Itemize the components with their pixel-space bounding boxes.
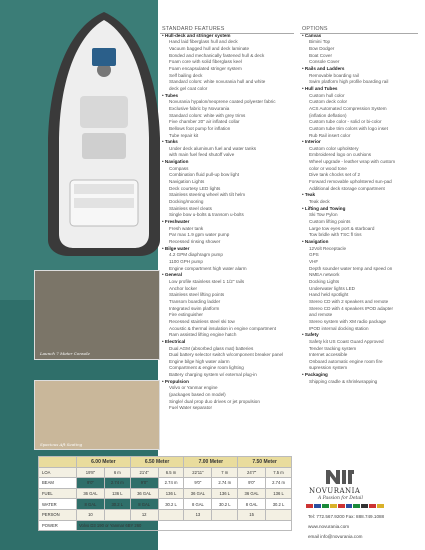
spec-cell: 30.2 L: [158, 499, 184, 510]
flags-strip: [306, 504, 384, 508]
feature-item: Stereo CD with 4 speakers IPOD adapter: [309, 305, 394, 311]
spec-cell: 9'0": [238, 478, 266, 489]
spec-cell: 13: [184, 509, 212, 520]
feature-item: Underwater lights LED: [309, 285, 355, 291]
feature-item: Under deck aluminum fuel and water tanks: [169, 145, 257, 151]
feature-item: Rub Rail insert color: [309, 132, 351, 138]
feature-item: Bellows foot pump for inflation: [169, 125, 231, 131]
spec-cell: 10: [77, 509, 105, 520]
feature-item: Custom tube color - solid or bi-color: [309, 119, 382, 125]
feature-item: Fuel Water separator: [169, 405, 212, 411]
feature-item: Hand laid fiberglass hull and deck: [169, 39, 238, 45]
feature-item: Tube repair kit: [169, 132, 199, 138]
feature-item: Custom color upholstery: [309, 145, 359, 151]
feature-item: Custom tube trim colors with logo inset: [309, 125, 388, 131]
spec-cell: 9'0": [77, 478, 105, 489]
feature-item: Teak deck: [309, 199, 330, 205]
section-title: • Rails and Ladders: [302, 66, 422, 73]
feature-item: Bonded and mechanically fastened hull & deck: [169, 52, 265, 58]
spec-cell: 36 GAL: [130, 488, 158, 499]
spec-cell: [212, 509, 238, 520]
section-title: • Propulsion: [162, 379, 292, 386]
standard-features-column: [162, 26, 292, 412]
feature-item: Bimini Top: [309, 39, 331, 45]
section-title: • Lifting and Towing: [302, 206, 422, 213]
spec-cell: 2.74 m: [266, 478, 292, 489]
feature-item: Fire extinguisher: [169, 312, 203, 318]
aft-seating-photo: [34, 380, 160, 450]
feature-item: Embroidered logo on cushions: [309, 152, 372, 158]
spec-row: [39, 467, 292, 478]
feature-item: Tow bridle with TSC fl tins: [309, 232, 362, 238]
section-title: • Hull-deck and stringer system: [162, 33, 292, 40]
boat-illustration: [38, 8, 170, 258]
spec-header-blank: [39, 457, 77, 468]
feature-item: Swim platform high profile boarding rail: [309, 79, 389, 85]
spec-label: POWER: [39, 520, 77, 531]
feature-item: Dive tank chocks set of 2: [309, 172, 361, 178]
spec-cell: 136 L: [212, 488, 238, 499]
spec-cell: [104, 509, 130, 520]
feature-item: Safety kit US Coast Guard Approved: [309, 338, 384, 344]
feature-item: Depth sounder water temp and speed on: [309, 265, 393, 271]
options-heading: OPTIONS: [302, 26, 328, 32]
feature-item: with main fuel feed shutoff valve: [169, 152, 235, 158]
spec-header: 6.50 Meter: [130, 457, 184, 468]
spec-cell: 8 GAL: [238, 499, 266, 510]
feature-item: Console Cover: [309, 59, 340, 65]
feature-item: Stereo CD with 2 speakers and remote: [309, 298, 389, 304]
spec-cell: 136 L: [104, 488, 130, 499]
feature-item: Recessed stainless steel ski tow: [169, 318, 235, 324]
feature-item: Internet accessible: [309, 352, 348, 358]
section-title: • Canvas: [302, 33, 422, 40]
feature-item: VHF: [309, 258, 319, 264]
feature-item: Volvo or Yanmar engine: [169, 385, 218, 391]
spec-cell: 22'11": [184, 467, 212, 478]
feature-item: NMEA network: [309, 272, 340, 278]
feature-item: Single/ dual prop duo drives or jet propulsion: [169, 398, 260, 404]
feature-item: Navigation Lights: [169, 179, 205, 185]
feature-item: Combination fluid pull-up bow light: [169, 172, 239, 178]
spec-label: FUEL: [39, 488, 77, 499]
section-title: • Bilge water: [162, 246, 292, 253]
feature-item: Shipping cradle & shrinkwrapping: [309, 378, 378, 384]
contact-phone: Tel: 772.567.9200 Fax: 888.749.1088: [308, 514, 385, 519]
feature-item: Additional deck storage compartment: [309, 185, 385, 191]
feature-item: supression system: [309, 365, 348, 371]
feature-item: Novurania hypalon/neoprene coated polyester fabric: [169, 99, 276, 105]
feature-item: Foam encapsulated stringer system: [169, 65, 242, 71]
feature-item: Removable boarding rail: [309, 72, 359, 78]
feature-item: Ski Tow Pylon: [309, 212, 338, 218]
feature-item: GPS: [309, 252, 319, 258]
feature-item: Ram assisted lifting engine hatch: [169, 332, 237, 338]
feature-item: Single bow u-bolts & transom u-bolts: [169, 212, 244, 218]
spec-cell: 2.74 m: [104, 478, 130, 489]
feature-item: and remote: [309, 312, 333, 318]
feature-item: 1100 GPH pump: [169, 258, 203, 264]
feature-item: Compartment & engine room lighting: [169, 365, 244, 371]
feature-item: Anchor locker: [169, 285, 198, 291]
spec-cell: 2.74 m: [212, 478, 238, 489]
feature-item: Stainless steering wheel with tilt helm: [169, 192, 246, 198]
feature-item: Self bailing deck: [169, 72, 203, 78]
options-column: [302, 26, 422, 385]
feature-item: Dual battery selector switch w/component breaker panel: [169, 352, 284, 358]
spec-cell: 30.2 L: [104, 499, 130, 510]
section-title: • Teak: [302, 192, 422, 199]
feature-item: color or wood tone: [309, 165, 347, 171]
spec-row: [39, 488, 292, 499]
spec-row: [39, 509, 292, 520]
spec-cell: 36 GAL: [77, 488, 105, 499]
spec-row: [39, 478, 292, 489]
spec-cell: 12: [130, 509, 158, 520]
spec-cell: 8 GAL: [130, 499, 158, 510]
feature-item: Recessed rinsing shower: [169, 239, 221, 244]
feature-item: Compass: [169, 165, 189, 171]
section-title: • Tubes: [162, 93, 292, 100]
spec-label: LOA: [39, 467, 77, 478]
photo-caption-seating: Spacious Aft Seating: [40, 442, 83, 447]
feature-item: Bow Dodger: [309, 45, 335, 51]
specs-table: [38, 456, 292, 531]
section-title: • Freshwater: [162, 219, 292, 226]
feature-item: Acoustic & thermal insulation in engine compartment: [169, 325, 276, 331]
section-title: • Hull and Tubes: [302, 86, 422, 93]
feature-item: Onboard automatic engine room fire: [309, 358, 383, 364]
spec-header: 7.50 Meter: [238, 457, 292, 468]
standard-features-heading: STANDARD FEATURES: [162, 26, 225, 32]
feature-item: (packages based on model): [169, 392, 226, 398]
contact-email[interactable]: email info@novurania.com: [308, 534, 363, 539]
spec-cell: 136 L: [266, 488, 292, 499]
spec-cell: 36 GAL: [238, 488, 266, 499]
feature-item: Engine compartment high water alarm: [169, 265, 247, 271]
section-title: • General: [162, 272, 292, 279]
spec-cell: 36 GAL: [184, 488, 212, 499]
feature-item: Battery charging system w/ external plug-in: [169, 372, 257, 378]
feature-item: Engine bilge high water alarm: [169, 358, 230, 364]
feature-item: Low profile stainless steel 1 1/2" rails: [169, 278, 245, 284]
novurania-logo: [320, 466, 360, 486]
console-photo: [34, 270, 160, 360]
feature-item: Forward removable upholstered sun-pad: [309, 179, 392, 185]
section-title: • Navigation: [162, 159, 292, 166]
spec-cell: 30.2 L: [212, 499, 238, 510]
spec-row: [39, 520, 292, 531]
spec-header: 7.00 Meter: [184, 457, 238, 468]
feature-item: Integrated swim platform: [169, 305, 220, 311]
feature-item: ACS Automated Compression System: [309, 105, 387, 111]
feature-item: Boat Cover: [309, 52, 332, 58]
spec-cell: 7 m: [212, 467, 238, 478]
spec-cell: 19'8": [77, 467, 105, 478]
feature-item: Hand held spotlight: [309, 292, 349, 298]
feature-item: Exclusive fabric by Novurania: [169, 105, 230, 111]
spec-cell: 7.5 m: [266, 467, 292, 478]
spec-cell: 8 GAL: [77, 499, 105, 510]
feature-item: Custom lifting points: [309, 219, 351, 225]
feature-item: Custom deck color: [309, 99, 348, 105]
spec-cell: 9'0": [184, 478, 212, 489]
contact-web[interactable]: www.novurania.com: [308, 524, 350, 529]
feature-item: Transom boarding ladder: [169, 298, 221, 304]
feature-item: Vacuum bagged hull and deck laminate: [169, 45, 250, 51]
section-title: • Interior: [302, 139, 422, 146]
feature-item: Stainless steel lifting points: [169, 292, 225, 298]
photo-caption-console: Launch 7 Meter Console: [40, 351, 90, 356]
spec-cell: 24'7": [238, 467, 266, 478]
feature-item: Par max 1.9 gpm water pump: [169, 232, 230, 238]
feature-item: Five chamber 20" air inflated collar: [169, 119, 240, 125]
spec-cell: 136 L: [158, 488, 184, 499]
spec-cell: 6 m: [104, 467, 130, 478]
feature-item: Stereo system with XM radio package: [309, 318, 387, 324]
spec-header: 6.00 Meter: [77, 457, 131, 468]
spec-cell: 15: [238, 509, 266, 520]
feature-item: deck gel coat color: [169, 85, 208, 91]
feature-item: (inflation deflation): [309, 112, 347, 118]
feature-item: Wheel upgrade - leather wrap with custom: [309, 159, 396, 165]
feature-item: IPOD internal docking station: [309, 325, 369, 331]
section-title: • Tanks: [162, 139, 292, 146]
feature-item: Dual AGM (absorbed glass mat) batteries: [169, 345, 254, 351]
section-title: • Navigation: [302, 239, 422, 246]
feature-item: Docking/mooring: [169, 199, 204, 205]
feature-item: Foam core with solid fiberglass keel: [169, 59, 242, 65]
feature-item: Standard colors: white novurania hull and white: [169, 79, 266, 85]
feature-item: 12Volt Receptacle: [309, 245, 347, 251]
feature-item: Docking Lights: [309, 278, 340, 284]
feature-item: Large tow eyes port & starboard: [309, 225, 375, 231]
feature-item: Stainless steel cleats: [169, 205, 212, 211]
brand-tagline: A Passion for Detail: [318, 496, 363, 501]
spec-cell: [266, 509, 292, 520]
spec-cell: 21'4": [130, 467, 158, 478]
section-title: • Packaging: [302, 372, 422, 379]
feature-item: Tender tracking system: [309, 345, 357, 351]
feature-item: Fresh water tank: [169, 225, 204, 231]
spec-cell: 30.2 L: [266, 499, 292, 510]
brand-name: NOVURANIA: [309, 487, 361, 495]
spec-label: BEAM: [39, 478, 77, 489]
spec-label: PERSON: [39, 509, 77, 520]
spec-cell: 6.5 m: [158, 467, 184, 478]
feature-item: Deck courtesy LED lights: [169, 185, 221, 191]
spec-cell: Volvo D3 190 or Yanmar 6BY 260: [77, 520, 292, 531]
spec-label: WATER: [39, 499, 77, 510]
section-title: • Safety: [302, 332, 422, 339]
feature-item: Custom hull color: [309, 92, 345, 98]
feature-item: Standard colors: white with grey trims: [169, 112, 246, 118]
spec-cell: 9'0": [130, 478, 158, 489]
spec-cell: [158, 509, 184, 520]
spec-cell: 2.74 m: [158, 478, 184, 489]
section-title: • Electrical: [162, 339, 292, 346]
spec-row: [39, 499, 292, 510]
spec-cell: 8 GAL: [184, 499, 212, 510]
feature-item: 4.2 GPM diaphragm pump: [169, 252, 223, 258]
